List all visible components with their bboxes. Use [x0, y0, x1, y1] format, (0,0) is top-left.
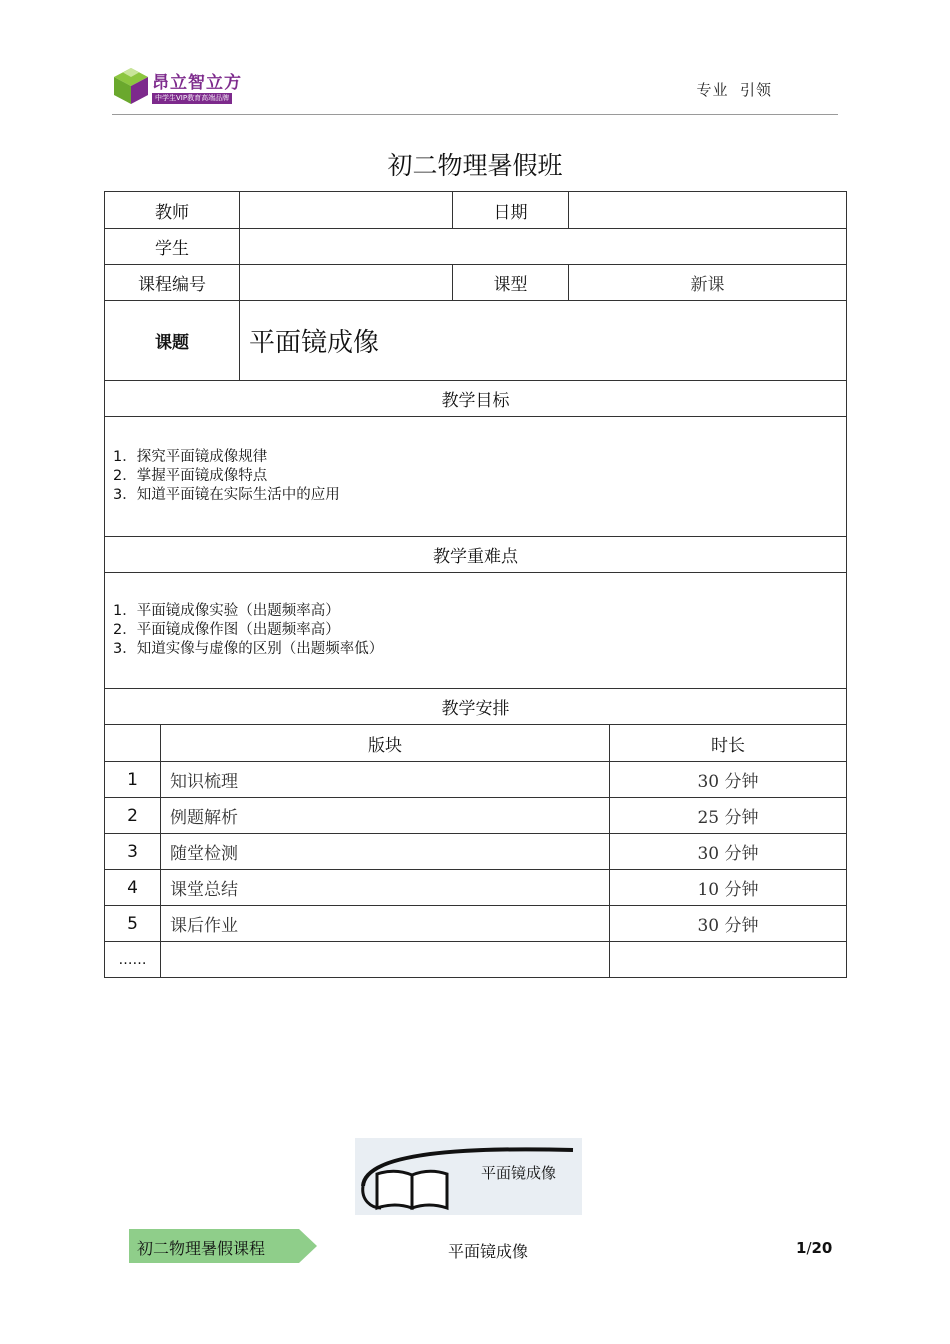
teacher-label: 教师 [105, 192, 240, 229]
course-type-label: 课型 [453, 265, 569, 301]
row-block [161, 942, 610, 978]
footer-course-tab [129, 1229, 317, 1263]
row-block: 知识梳理 [161, 762, 610, 798]
date-label: 日期 [453, 192, 569, 229]
row-number: 2 [105, 798, 161, 834]
page-number [796, 1239, 832, 1257]
objective-item: 2．掌握平面镜成像特点 [113, 468, 268, 484]
page-total: 20 [811, 1239, 833, 1257]
row-block: 课后作业 [161, 906, 610, 942]
topic-label: 课题 [105, 301, 240, 381]
graphic-label: 平面镜成像 [481, 1164, 557, 1182]
teacher-field[interactable] [240, 192, 453, 229]
table-row [105, 762, 847, 798]
row-block: 例题解析 [161, 798, 610, 834]
row-block: 课堂总结 [161, 870, 610, 906]
student-field[interactable] [240, 229, 847, 265]
objectives-list [105, 417, 847, 537]
header-slogan: 专业 引领 [696, 81, 772, 99]
row-number: 3 [105, 834, 161, 870]
schedule-heading: 教学安排 [105, 689, 847, 725]
row-duration: 30 分钟 [610, 762, 847, 798]
lesson-info-table [104, 191, 847, 725]
page-separator: / [806, 1239, 812, 1257]
footer-lesson-title: 平面镜成像 [448, 1242, 529, 1261]
row-duration: 10 分钟 [610, 870, 847, 906]
page-title: 初二物理暑假班 [387, 151, 563, 180]
schedule-no-header [105, 725, 161, 762]
course-type-value: 新课 [569, 265, 847, 301]
footer-course-label: 初二物理暑假课程 [137, 1239, 266, 1258]
row-duration: 25 分钟 [610, 798, 847, 834]
date-field[interactable] [569, 192, 847, 229]
student-label: 学生 [105, 229, 240, 265]
objective-item: 1．探究平面镜成像规律 [113, 449, 268, 465]
row-duration: 30 分钟 [610, 906, 847, 942]
key-points-heading: 教学重难点 [105, 537, 847, 573]
brand-tagline: 中学生VIP教育高端品牌 [152, 93, 232, 104]
row-number: 5 [105, 906, 161, 942]
page-header [112, 66, 838, 115]
row-number: 4 [105, 870, 161, 906]
row-number: 1 [105, 762, 161, 798]
key-point-item: 2．平面镜成像作图（出题频率高） [113, 622, 340, 638]
key-point-item: 3．知道实像与虚像的区别（出题频率低） [113, 641, 384, 657]
course-number-field[interactable] [240, 265, 453, 301]
schedule-table [104, 724, 847, 978]
course-number-label: 课程编号 [105, 265, 240, 301]
table-row [105, 942, 847, 978]
row-block: 随堂检测 [161, 834, 610, 870]
key-point-item: 1．平面镜成像实验（出题频率高） [113, 603, 340, 619]
table-row [105, 798, 847, 834]
lesson-graphic [355, 1138, 582, 1215]
cube-logo-icon [112, 66, 150, 106]
brand-name: 昂立智立方 [152, 73, 242, 93]
row-duration [610, 942, 847, 978]
table-row [105, 870, 847, 906]
table-row [105, 906, 847, 942]
schedule-block-header: 版块 [161, 725, 610, 762]
objective-item: 3．知道平面镜在实际生活中的应用 [113, 487, 340, 503]
schedule-duration-header: 时长 [610, 725, 847, 762]
page-current: 1 [796, 1239, 807, 1257]
row-number: …… [105, 942, 161, 978]
table-row [105, 834, 847, 870]
objectives-heading: 教学目标 [105, 381, 847, 417]
topic-value: 平面镜成像 [240, 301, 847, 381]
key-points-list [105, 573, 847, 689]
row-duration: 30 分钟 [610, 834, 847, 870]
brand-logo [112, 66, 242, 106]
